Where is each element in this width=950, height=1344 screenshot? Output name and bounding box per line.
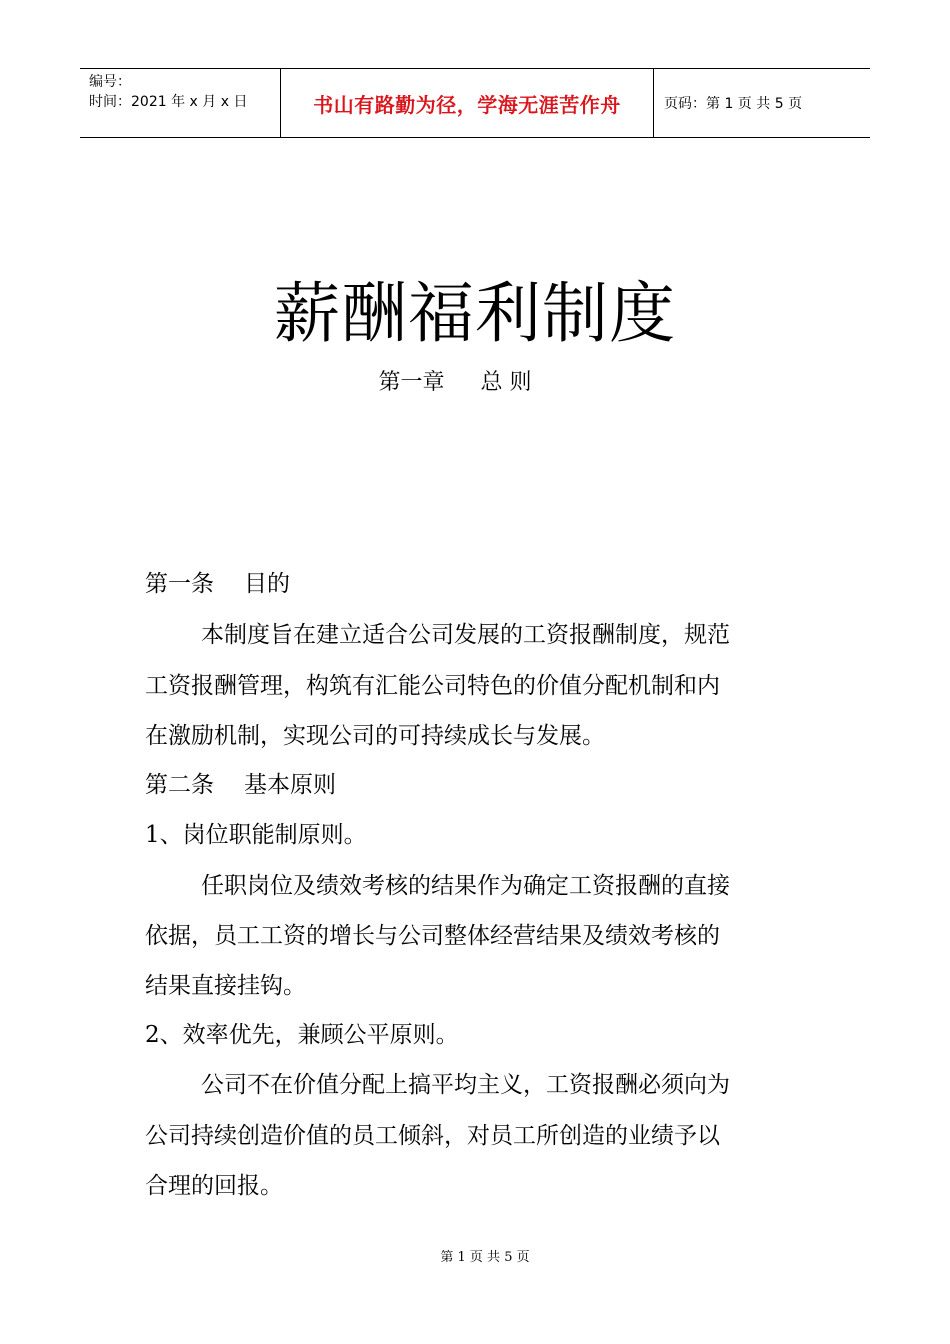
principle-title: 2、效率优先，兼顾公平原则。 — [145, 1022, 459, 1048]
paragraph-line: 公司持续创造价值的员工倾斜，对员工所创造的业绩予以 — [145, 1123, 720, 1149]
chapter-name: 总 则 — [480, 370, 532, 395]
article-number: 第二条 — [145, 772, 214, 798]
chapter-heading — [0, 366, 950, 400]
header-meta — [80, 69, 281, 137]
paragraph-line: 结果直接挂钩。 — [145, 973, 306, 999]
header-motto: 书山有路勤为径，学海无涯苦作舟 — [281, 69, 654, 137]
article-number: 第一条 — [145, 571, 214, 597]
paragraph-line: 依据，员工工资的增长与公司整体经营结果及绩效考核的 — [145, 923, 720, 949]
principle-title: 1、岗位职能制原则。 — [145, 822, 367, 848]
article-heading — [145, 766, 336, 799]
page-footer: 第 1 页 共 5 页 — [440, 1250, 530, 1265]
number-label: 编号： — [89, 74, 131, 90]
page-header — [80, 68, 870, 138]
article-heading — [145, 565, 290, 598]
paragraph-line: 合理的回报。 — [145, 1173, 283, 1199]
paragraph-line: 工资报酬管理，构筑有汇能公司特色的价值分配机制和内 — [145, 673, 720, 699]
article-title: 基本原则 — [244, 772, 336, 798]
time-label: 时间：2021 年 x 月 x 日 — [89, 94, 248, 110]
document-title: 薪酬福利制度 — [274, 275, 676, 352]
paragraph-line: 公司不在价值分配上搞平均主义，工资报酬必须向为 — [201, 1072, 730, 1098]
paragraph-line: 本制度旨在建立适合公司发展的工资报酬制度，规范 — [201, 622, 730, 648]
paragraph-line: 在激励机制，实现公司的可持续成长与发展。 — [145, 723, 605, 749]
paragraph-line: 任职岗位及绩效考核的结果作为确定工资报酬的直接 — [201, 873, 730, 899]
chapter-number: 第一章 — [378, 370, 445, 395]
article-title: 目的 — [244, 571, 290, 597]
header-page-code: 页码：第 1 页 共 5 页 — [664, 96, 803, 112]
